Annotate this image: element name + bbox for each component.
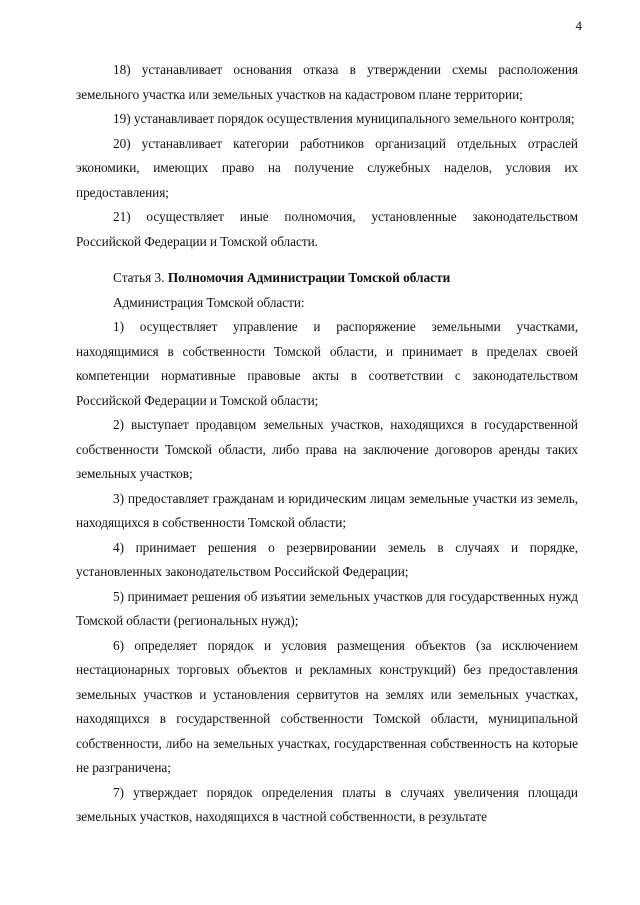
paragraph-21: 21) осуществляет иные полномочия, установленные законодательством Российской Федерации и Томской области. xyxy=(76,209,578,249)
paragraph-2: 2) выступает продавцом земельных участков, находящихся в государственной собственности Томской области, либо права на заключение договоров аренды таких земельных участков; xyxy=(76,417,578,481)
paragraph-18: 18) устанавливает основания отказа в утверждении схемы расположения земельного участка или земельных участков на кадастровом плане территории; xyxy=(76,62,578,102)
article-title: Полномочия Администрации Томской области xyxy=(167,270,451,285)
paragraph-6: 6) определяет порядок и условия размещения объектов (за исключением нестационарных торговых объектов и рекламных конструкций) без предоставления земельных участков и установления сервитутов на землях или земельных участках, находящихся в государственной собственности Томской области, муниципальной собственности, либо на земельных участках, государственная собственность на которые не разграничена; xyxy=(76,637,578,775)
paragraph-20: 20) устанавливает категории работников организаций отдельных отраслей экономики, имеющих право на получение служебных наделов, условия их предоставления; xyxy=(76,135,578,200)
paragraph-1: 1) осуществляет управление и распоряжение земельными участками, находящимися в собственности Томской области, и принимает в пределах своей компетенции нормативные правовые акты в соответствии с законодательством Российской Федерации и Томской области; xyxy=(76,319,578,408)
paragraph-19: 19) устанавливает порядок осуществления муниципального земельного контроля; xyxy=(113,111,575,126)
document-body xyxy=(76,58,578,830)
paragraph-3: 3) предоставляет гражданам и юридическим лицам земельные участки из земель, находящихся в собственности Томской области; xyxy=(76,490,578,530)
article-heading xyxy=(76,266,578,291)
paragraph-5: 5) принимает решения об изъятии земельных участков для государственных нужд Томской области (региональных нужд); xyxy=(76,588,578,628)
paragraph-7: 7) утверждает порядок определения платы в случаях увеличения площади земельных участков, находящихся в частной собственности, в результате xyxy=(76,784,578,824)
article-prefix: Статья 3. xyxy=(113,270,168,285)
section-gap xyxy=(76,254,578,266)
page-number: 4 xyxy=(575,18,582,33)
paragraph-4: 4) принимает решения о резервировании земель в случаях и порядке, установленных законодательством Российской Федерации; xyxy=(76,539,578,579)
article-intro: Администрация Томской области: xyxy=(113,294,305,310)
